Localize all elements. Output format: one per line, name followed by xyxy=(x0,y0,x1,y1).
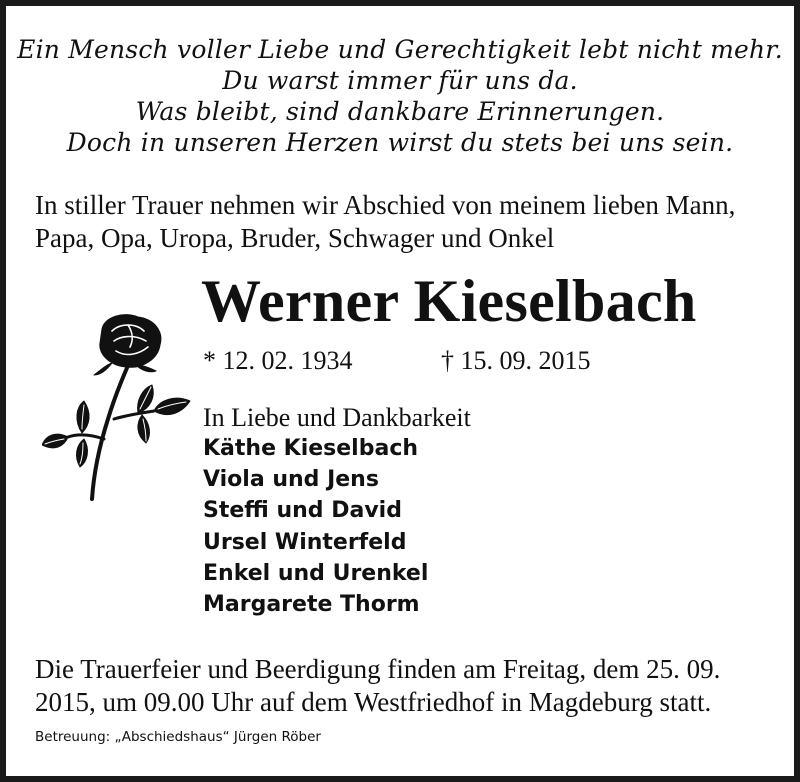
mourner-name: Ursel Winterfeld xyxy=(203,529,407,555)
intro-text xyxy=(35,189,773,255)
mourner-name: Steffi und David xyxy=(203,498,402,524)
death-date: † 15. 09. 2015 xyxy=(441,346,591,375)
poem-line: Doch in unseren Herzen wirst du stets bei uns sein. xyxy=(66,128,734,157)
mourner-name: Margarete Thorm xyxy=(203,592,420,618)
mourners-list xyxy=(203,402,603,620)
poem-line: Du warst immer für uns da. xyxy=(222,66,578,95)
mourner-name: Enkel und Urenkel xyxy=(203,560,429,586)
mourner-name: Viola und Jens xyxy=(203,467,379,493)
birth-date: * 12. 02. 1934 xyxy=(203,346,353,375)
mourner-name: Käthe Kieselbach xyxy=(203,436,419,461)
poem-line: Ein Mensch voller Liebe und Gerechtigkeit lebt nicht mehr. xyxy=(17,35,783,64)
rose-icon xyxy=(42,309,197,504)
poem-line: Was bleibt, sind dankbare Erinnerungen. xyxy=(135,97,665,126)
intro-line: In stiller Trauer nehmen wir Abschied von meinem lieben Mann, xyxy=(35,190,736,220)
mourners-heading: In Liebe und Dankbarkeit xyxy=(203,403,471,432)
intro-line: Papa, Opa, Uropa, Bruder, Schwager und Onkel xyxy=(35,223,555,253)
funeral-home-credit: Betreuung: „Abschiedshaus“ Jürgen Röber xyxy=(35,729,321,745)
funeral-line: 2015, um 09.00 Uhr auf dem Westfriedhof in Magdeburg statt. xyxy=(35,687,712,717)
funeral-details xyxy=(35,653,773,719)
memorial-poem xyxy=(6,34,794,158)
deceased-name: Werner Kieselbach xyxy=(201,268,697,334)
funeral-line: Die Trauerfeier und Beerdigung finden am Freitag, dem 25. 09. xyxy=(35,654,721,684)
